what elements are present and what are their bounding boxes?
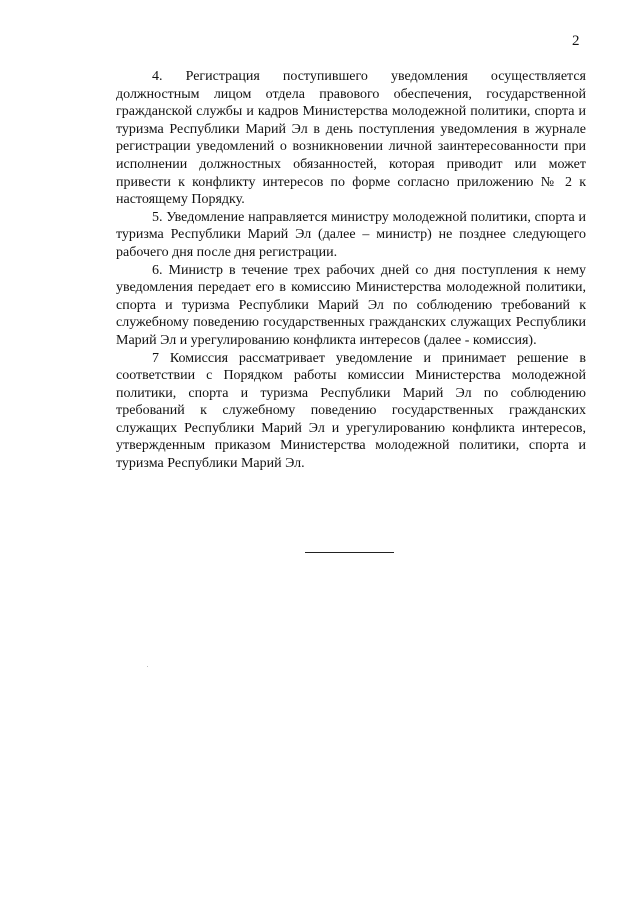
paragraph-7-commission: 7 Комиссия рассматривает уведомление и принимает решение в соответствии с Порядком работы комиссии Министерства молодежной политики, спорта и туризма Республики Марий Эл по соблюдению требований к служебному поведению государственных гражданских служащих Республики Марий Эл и урегулированию конфликта интересов, утвержденным приказом Министерства молодежной политики, спорта и туризма Республики Марий Эл. xyxy=(116,350,586,472)
paragraph-6-minister: 6. Министр в течение трех рабочих дней со дня поступления к нему уведомления передает его в комиссию Министерства молодежной политики, спорта и туризма Республики Марий Эл по соблюдению требований к служебному поведению государственных гражданских служащих Республики Марий Эл и урегулированию конфликта интересов (далее - комиссия). xyxy=(116,262,586,348)
paragraph-4-registration: 4. Регистрация поступившего уведомления осуществляется должностным лицом отдела правового обеспечения, государственной гражданской службы и кадров Министерства молодежной политики, спорта и туризма Республики Марий Эл в день поступления уведомления в журнале регистрации уведомлений о возникновении личной заинтересованности при исполнении должностных обязанностей, которая приводит или может привести к конфликту интересов по форме согласно приложению № 2 к настоящему Порядку. xyxy=(116,69,586,208)
paragraph-5-notification: 5. Уведомление направляется министру молодежной политики, спорта и туризма Республики Марий Эл (далее – министр) не позднее следующего рабочего дня после дня регистрации. xyxy=(116,209,586,260)
end-of-document-rule xyxy=(305,552,394,553)
document-body xyxy=(116,68,586,473)
page-number: 2 xyxy=(572,33,580,49)
scan-speck xyxy=(147,666,148,667)
